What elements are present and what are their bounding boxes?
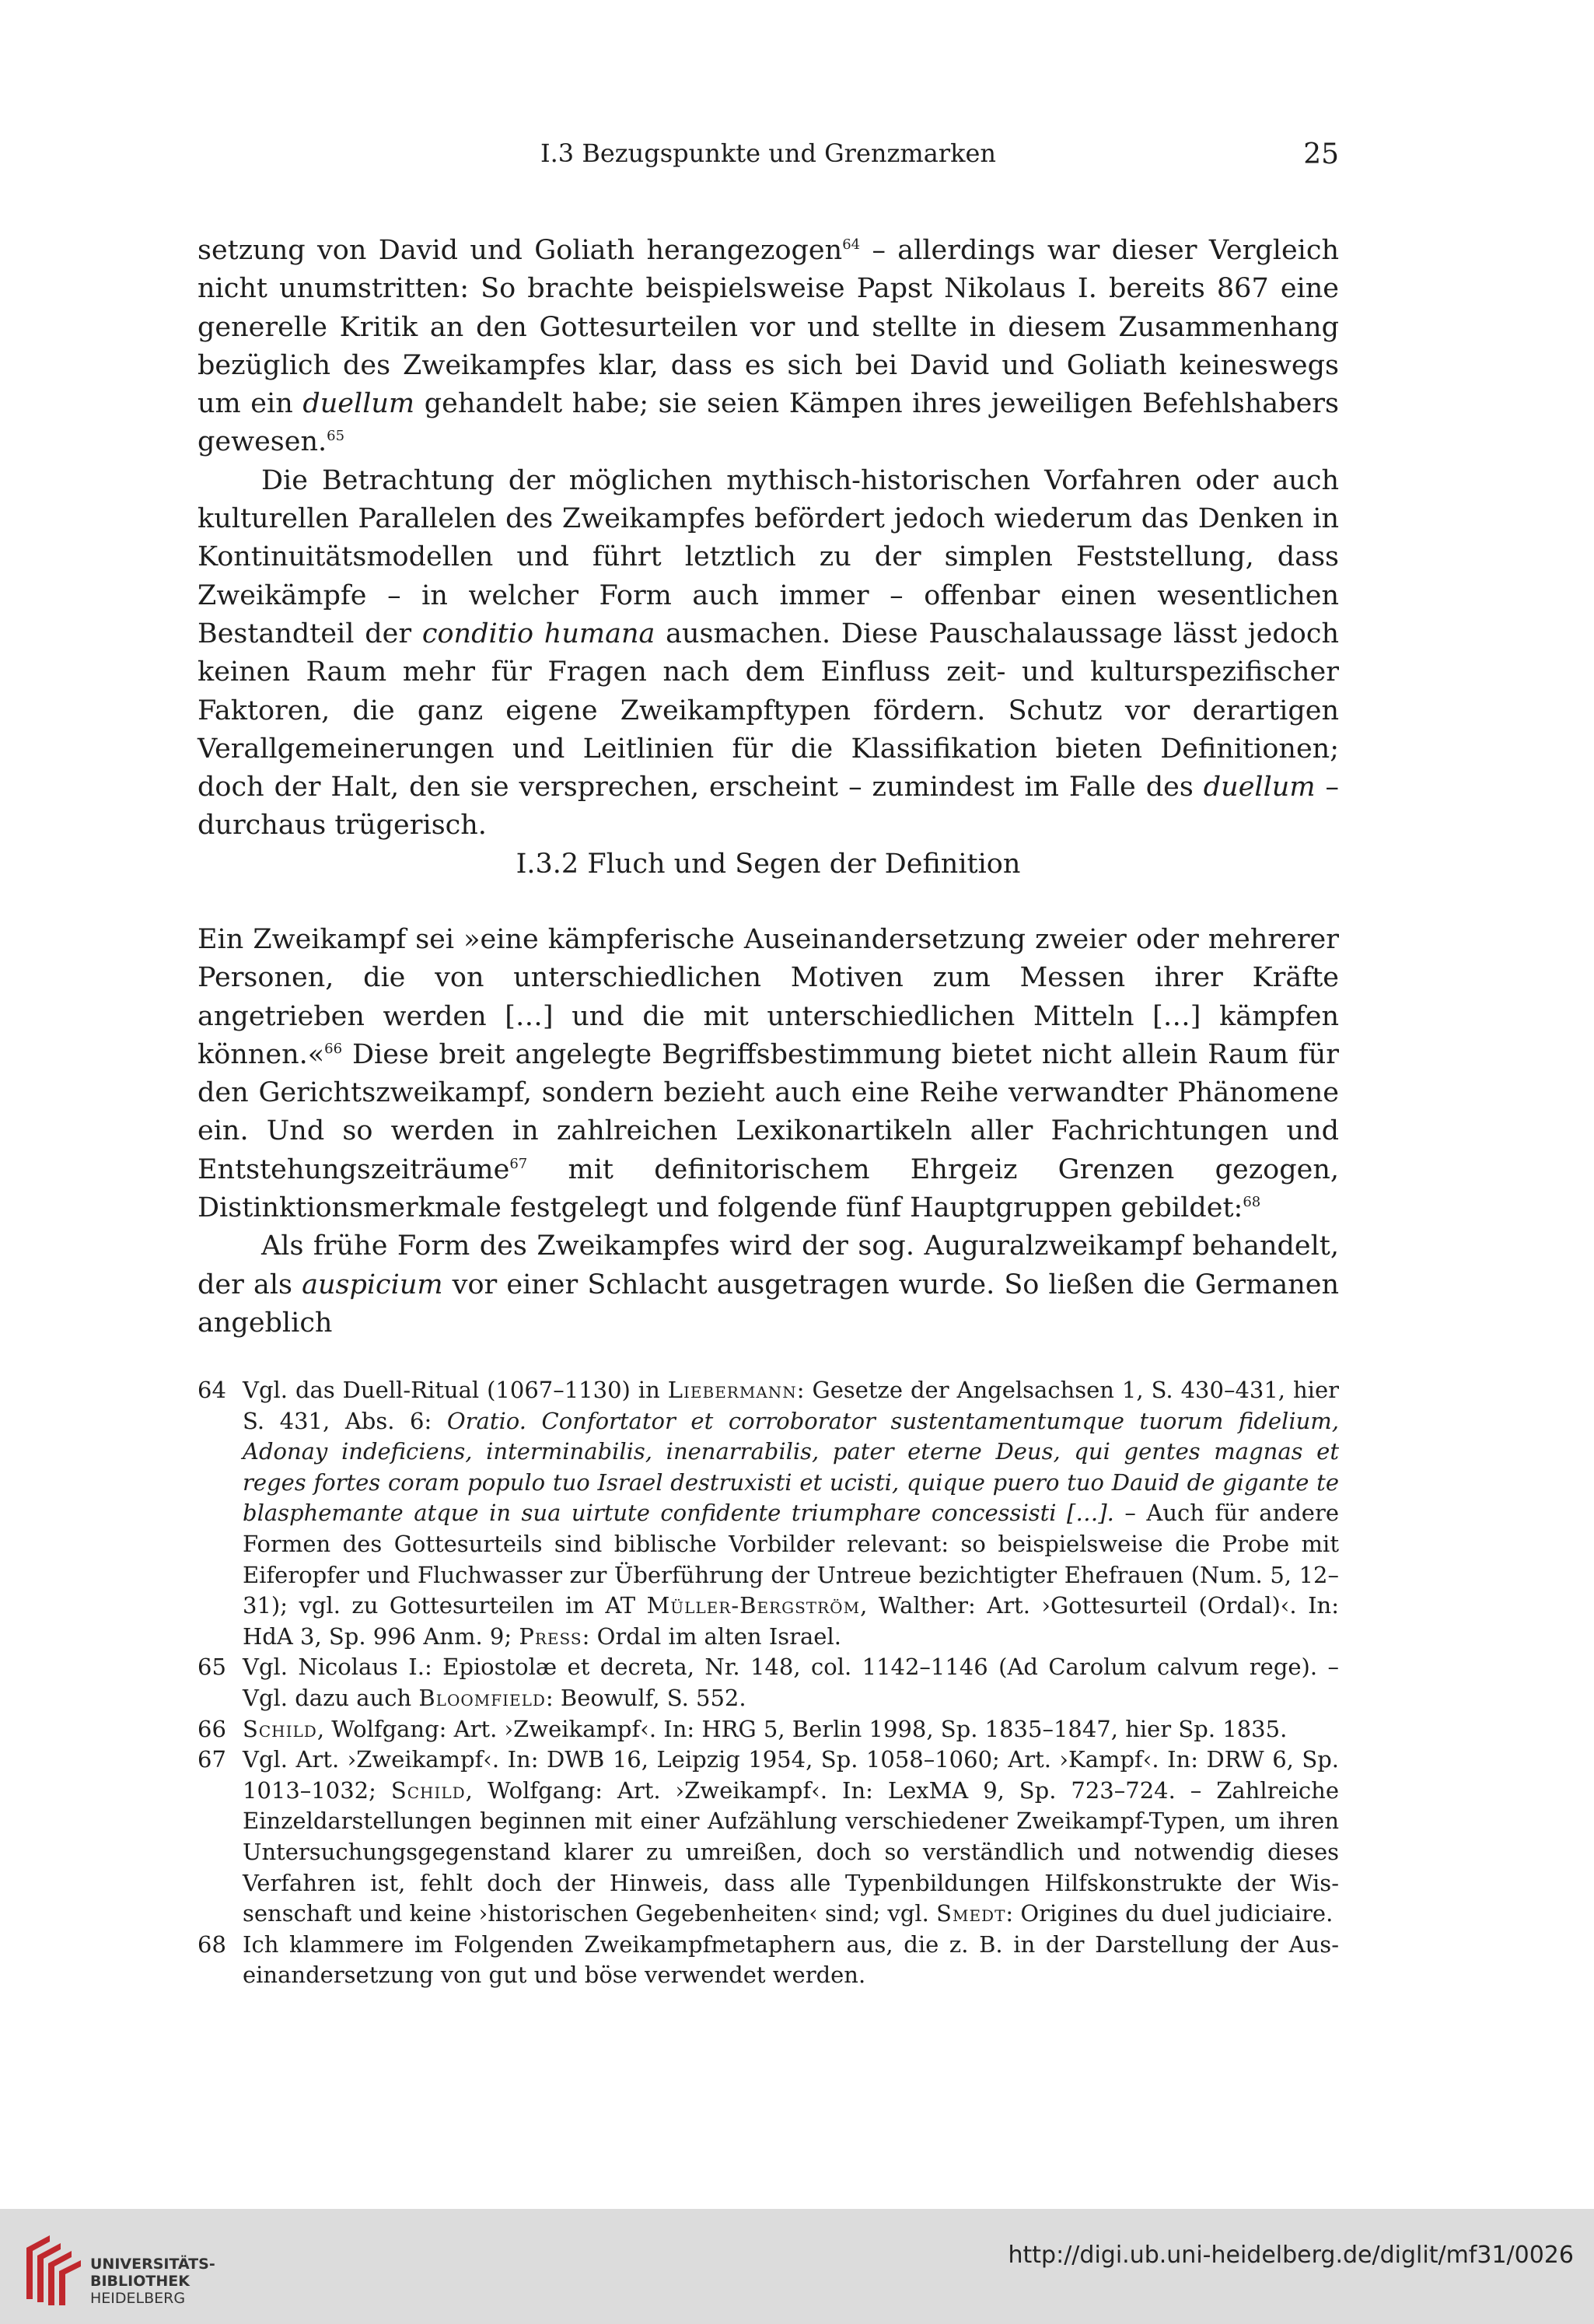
running-header bbox=[198, 134, 1339, 177]
footnote-67 bbox=[198, 1745, 1339, 1930]
footnote-text: Vgl. Art. ›Zweikampf‹. In: DWB 16, Leipzig 1954, Sp. 1058–1060; Art. ›Kampf‹. In: DRW 6, Sp. 1013–1032; Schild, Wolfgang: Art. ›Zweikampf‹. In: LexMA 9, Sp. 723–724. – Zahlreiche Einzeldarstellungen beginnen mit einer Aufzählung verschiedener Zweikampf-Typen, um ihren Untersuchungsgegenstand klarer zu umreißen, doch so verständlich und notwendig dieses Verfahren ist, fehlt doch der Hinweis, dass alle Typenbildungen Hilfskonstrukte der Wissenschaft und keine ›historischen Gegebenheiten‹ sind; vgl. Smedt: Origines du duel judiciaire. bbox=[243, 1746, 1339, 1927]
footnote-number: 64 bbox=[198, 1377, 226, 1403]
footnote-number: 66 bbox=[198, 1715, 226, 1742]
body-text-top bbox=[198, 232, 1339, 845]
footnote-number: 65 bbox=[198, 1654, 226, 1681]
footnote-65 bbox=[198, 1652, 1339, 1713]
paragraph-1: setzung von David und Goliath herangezogen$^{64}$ – allerdings war dieser Vergleich nicht unumstritten: So brachte beispielsweise Papst Nikolaus I. bereits 867 eine generelle Kritik an den Gottesurteilen vor und stellte in diesem Zusammenhang bezüglich des Zweikampfes klar, dass es sich bei David und Goliath keineswegs um ein duellum gehandelt habe; sie seien Kämpen ihres jeweiligen Befehlshabers gewesen.$^{65}$ bbox=[198, 235, 1339, 458]
footnote-ref-64[interactable]: 64 bbox=[842, 236, 861, 253]
permalink-url[interactable]: http://digi.ub.uni-heidelberg.de/diglit/mf31/0026 bbox=[1008, 2242, 1574, 2269]
footnote-number: 68 bbox=[198, 1930, 226, 1958]
footnote-text: Vgl. Nicolaus I.: Epiostolæ et decreta, Nr. 148, col. 1142–1146 (Ad Carolum calvum rege). – Vgl. dazu auch Bloomfield: Beowulf, S. 552. bbox=[243, 1654, 1339, 1711]
footnotes bbox=[198, 1375, 1339, 1991]
footnote-ref-65[interactable]: 65 bbox=[327, 428, 345, 445]
footnote-number: 67 bbox=[198, 1746, 226, 1773]
running-header-title: I.3 Bezugspunkte und Grenzmarken bbox=[540, 138, 997, 168]
footnote-ref-68[interactable]: 68 bbox=[1243, 1194, 1261, 1211]
viewer-footer-bar bbox=[0, 2209, 1594, 2324]
paragraph-4: Als frühe Form des Zweikampfes wird der sog. Auguralzweikampf behandelt, der als auspicium vor einer Schlacht ausgetragen wurde. So ließen die Germanen angeblich bbox=[198, 1230, 1339, 1339]
page-number: 25 bbox=[1303, 138, 1339, 170]
library-logo[interactable] bbox=[22, 2224, 224, 2310]
library-name: UNIVERSITÄTS- BIBLIOTHEK HEIDELBERG bbox=[90, 2256, 215, 2307]
footnote-text: Ich klammere im Folgenden Zweikampfmetaphern aus, die z. B. in der Darstellung der Auseinandersetzung von gut und böse verwendet werden. bbox=[243, 1930, 1339, 1989]
footnote-64 bbox=[198, 1375, 1339, 1652]
library-logo-icon bbox=[22, 2224, 84, 2305]
section-heading: I.3.2 Fluch und Segen der Definition bbox=[516, 849, 1021, 880]
footnote-text: Schild, Wolfgang: Art. ›Zweikampf‹. In: HRG 5, Berlin 1998, Sp. 1835–1847, hier Sp. 1835. bbox=[243, 1715, 1288, 1742]
body-text-bottom bbox=[198, 921, 1339, 1342]
footnote-ref-67[interactable]: 67 bbox=[509, 1155, 528, 1172]
footnote-68 bbox=[198, 1930, 1339, 1991]
footnote-text: Vgl. das Duell-Ritual (1067–1130) in Liebermann: Gesetze der Angelsachsen 1, S. 430–431, hier S. 431, Abs. 6: Oratio. Confortator et corroborator sustentamentumque tuorum fidelium, Adonay indeficiens, interminabilis, inenarrabilis, pater eterne Deus, qui gentes magnas et reges fortes coram populo tuo Israel destruxisti et ucisti, quique puero tuo Dauid de gigante te blasphemante atque in sua uirtute confidente triumphare concessisti […]. – Auch für andere Formen des Gottesurteils sind biblische Vorbilder relevant: so beispielsweise die Probe mit Eiferopfer und Fluchwasser zur Überführung der Untreue bezichtigter Ehefrauen (Num. 5, 12–31); vgl. zu Gottesurteilen im AT Müller-Bergström, Walther: Art. ›Gottesurteil (Ordal)‹. In: HdA 3, Sp. 996 Anm. 9; Press: Ordal im alten Israel. bbox=[243, 1377, 1340, 1650]
paragraph-3: Ein Zweikampf sei »eine kämpferische Auseinandersetzung zweier oder mehrerer Personen, die von unterschiedlichen Motiven zum Messen ihrer Kräfte angetrieben werden […] und die mit unterschiedlichen Mitteln […] kämpfen können.«$^{66}$ Diese breit angelegte Begriffsbestimmung bietet nicht allein Raum für den Gerichtszweikampf, sondern bezieht auch eine Reihe verwandter Phänomene ein. Und so werden in zahlreichen Lexikonartikeln aller Fachrichtungen und Entstehungszeiträume$^{67}$ mit definitorischem Ehrgeiz Grenzen gezogen, Distinktionsmerkmale festgelegt und folgende fünf Hauptgruppen gebildet:$^{68}$ bbox=[198, 924, 1339, 1224]
paragraph-2: Die Betrachtung der möglichen mythisch-historischen Vorfahren oder auch kulturellen Parallelen des Zweikampfes befördert jedoch wiederum das Denken in Kontinuitätsmodellen und führt letztlich zu der simplen Feststellung, dass Zweikämpfe – in welcher Form auch immer – offenbar einen wesentlichen Bestandteil der conditio humana ausmachen. Diese Pauschalaussage lässt jedoch keinen Raum mehr für Fragen nach dem Einfluss zeit- und kulturspezifischer Faktoren, die ganz eigene Zweikampftypen fördern. Schutz vor derartigen Verallgemeinerungen und Leitlinien für die Klassifikation bieten Definitionen; doch der Halt, den sie versprechen, erscheint – zumindest im Falle des duellum – durchaus trügerisch. bbox=[198, 464, 1339, 842]
footnote-66 bbox=[198, 1714, 1339, 1745]
footnote-ref-66[interactable]: 66 bbox=[324, 1040, 343, 1057]
